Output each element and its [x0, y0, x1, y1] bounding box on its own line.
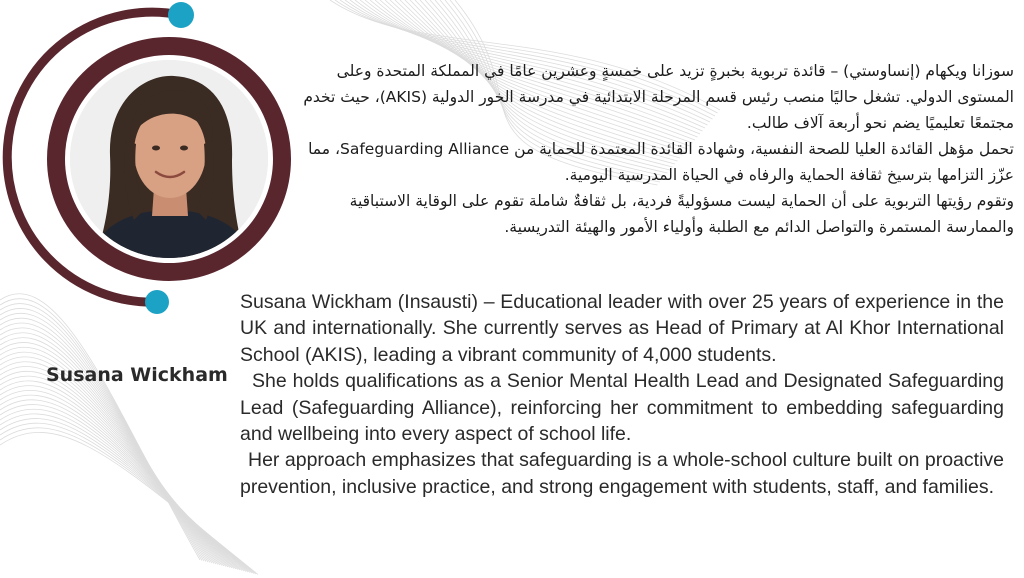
portrait-decoration: [0, 0, 320, 330]
wave-line: [0, 304, 204, 561]
wave-line: [0, 376, 234, 568]
wave-line: [0, 323, 212, 563]
wave-line: [0, 357, 226, 567]
portrait-illustration: [70, 60, 268, 258]
english-bio: [240, 289, 1004, 500]
wave-line: [0, 423, 254, 573]
wave-line: [0, 318, 210, 562]
english-bio-paragraph-2: She holds qualifications as a Senior Mental Health Lead and Designated Safeguarding Lead (Safeguarding Alliance), reinforcing her commitment to embedding safeguarding and wellbeing into every aspect of school life.: [240, 370, 1004, 446]
wave-line: [0, 299, 202, 561]
arabic-bio: [292, 58, 1014, 240]
english-bio-paragraph-1: Susana Wickham (Insausti) – Educational leader with over 25 years of experience in the UK and internationally. She currently serves as Head of Primary at Al Khor International School (AKIS), leading a vibrant community of 4,000 students.: [240, 291, 1004, 366]
wave-line: [0, 419, 252, 573]
speaker-name: Susana Wickham: [46, 364, 228, 386]
wave-line: [0, 390, 240, 570]
wave-line: [0, 381, 236, 569]
wave-line: [0, 432, 258, 574]
wave-line: [0, 428, 256, 574]
wave-line: [0, 409, 248, 572]
arabic-bio-paragraph-3: وتقوم رؤيتها التربوية على أن الحماية ليست مسؤوليةً فردية، بل ثقافةٌ شاملة تقوم على الوقاية الاستباقية والممارسة المستمرة والتواصل الدائم مع الطلبة وأولياء الأمور والهيئة التدريسية.: [349, 192, 1014, 236]
english-bio-paragraph-3: Her approach emphasizes that safeguarding is a whole-school culture built on proactive prevention, inclusive practice, and strong engagement with students, staff, and families.: [240, 449, 1004, 498]
top-accent-dot: [168, 2, 194, 28]
wave-line: [0, 294, 200, 560]
wave-line: [0, 371, 232, 568]
speaker-photo: [70, 60, 268, 258]
arabic-bio-paragraph-1: سوزانا ويكهام (إنساوستي) – قائدة تربوية بخبرةٍ تزيد على خمسةٍ وعشرين عامًا في المملكة المتحدة وعلى المستوى الدولي. تشغل حاليًا منصب رئيس قسم المرحلة الابتدائية في مدرسة الخور الدولية (AKIS)، حيث تخدم مجتمعًا تعليميًا يضم نحو أربعة آلاف طالب.: [303, 62, 1014, 132]
wave-line: [0, 414, 250, 573]
wave-line: [0, 405, 246, 572]
bottom-accent-dot: [145, 290, 169, 314]
wave-line: [0, 362, 228, 567]
wave-line: [0, 308, 206, 561]
wave-line: [0, 367, 230, 568]
wave-line: [0, 313, 208, 562]
wave-line: [0, 395, 242, 570]
arabic-bio-paragraph-2: تحمل مؤهل القائدة العليا للصحة النفسية، وشهادة القائدة المعتمدة للحماية من Safeguarding Alliance، مما عزّز التزامها بترسيخ ثقافة الحماية والرفاه في الحياة المدرسية اليومية.: [308, 140, 1014, 184]
wave-line: [0, 400, 244, 571]
wave-line: [0, 386, 238, 570]
